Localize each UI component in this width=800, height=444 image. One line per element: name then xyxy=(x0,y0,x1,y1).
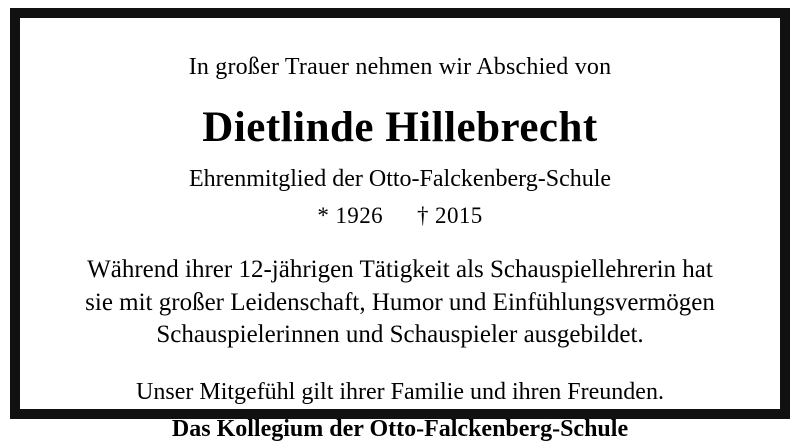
tribute-line-2: sie mit großer Leidenschaft, Humor und Einfühlungsvermögen xyxy=(85,288,715,316)
tribute-line-3: Schauspielerinnen und Schauspieler ausgebildet. xyxy=(156,321,644,349)
mourning-border xyxy=(10,8,790,442)
obituary-content xyxy=(20,18,780,442)
tribute-line-1: Während ihrer 12-jährigen Tätigkeit als Schauspiellehrerin hat xyxy=(87,256,713,284)
intro-text: In großer Trauer nehmen wir Abschied von xyxy=(188,54,612,80)
life-dates xyxy=(53,202,747,230)
tribute-paragraph xyxy=(53,254,747,352)
birth-year: * 1926 xyxy=(317,202,383,228)
death-year: † 2015 xyxy=(417,202,483,228)
signature-text: Das Kollegium der Otto-Falckenberg-Schule xyxy=(171,415,629,442)
deceased-name: Dietlinde Hillebrecht xyxy=(202,104,598,152)
condolence-text: Unser Mitgefühl gilt ihrer Familie und ihren Freunden. xyxy=(136,378,664,405)
deceased-role: Ehrenmitglied der Otto-Falckenberg-Schule xyxy=(188,165,612,192)
